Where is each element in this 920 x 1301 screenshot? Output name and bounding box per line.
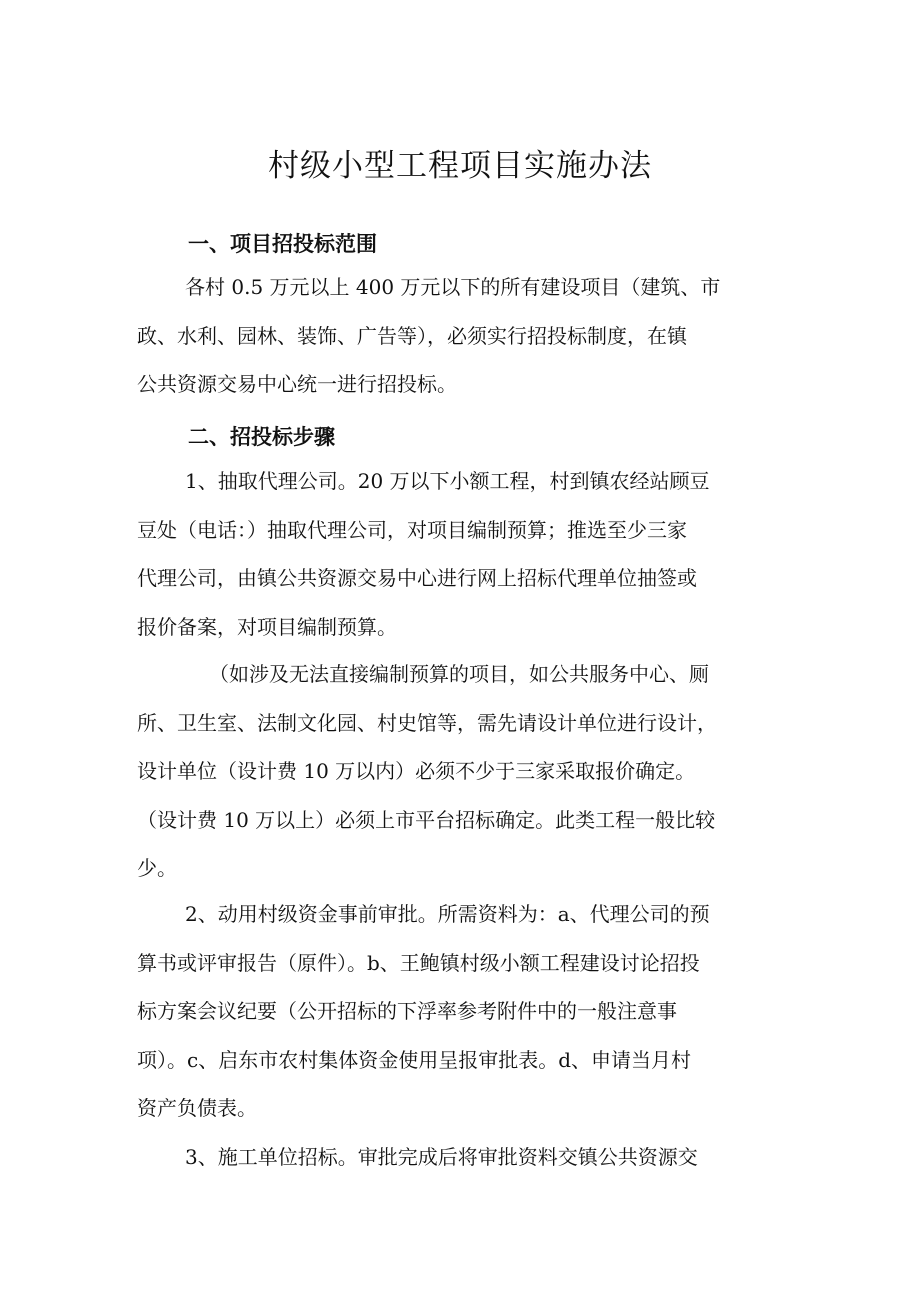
text-line: 2、动用村级资金事前审批。所需资料为：a、代理公司的预 — [185, 902, 710, 926]
text-line: 资产负债表。 — [137, 1096, 257, 1120]
text-line: 公共资源交易中心统一进行招投标。 — [137, 372, 457, 396]
paragraph-step-1 — [137, 457, 789, 651]
text-line: 项）。c、启东市农村集体资金使用呈报审批表。d、申请当月村 — [137, 1047, 692, 1072]
text-line: （如涉及无法直接编制预算的项目，如公共服务中心、厕 — [209, 662, 709, 686]
text-line: 政、水利、园林、装饰、广告等），必须实行招投标制度，在镇 — [137, 323, 687, 348]
text-line: 算书或评审报告（原件）。b、王鲍镇村级小额工程建设讨论招投 — [137, 950, 700, 975]
text-line: 1、抽取代理公司。20 万以下小额工程，村到镇农经站顾豆 — [185, 469, 710, 493]
text-line: （设计费 10 万以上）必须上市平台招标确定。此类工程一般比较 — [137, 807, 716, 832]
text-line: 豆处（电话：）抽取代理公司，对项目编制预算；推选至少三家 — [137, 517, 687, 542]
text-line: 少。 — [137, 856, 177, 880]
paragraph-scope — [137, 263, 789, 409]
paragraph-step-3 — [137, 1133, 789, 1182]
text-line: 标方案会议纪要（公开招标的下浮率参考附件中的一般注意事 — [137, 999, 677, 1023]
paragraph-step-2 — [137, 890, 789, 1133]
text-line: 3、施工单位招标。审批完成后将审批资料交镇公共资源交 — [185, 1145, 698, 1169]
paragraph-note — [137, 650, 789, 893]
document-title: 村级小型工程项目实施办法 — [268, 148, 652, 184]
section-heading-1: 一、项目招投标范围 — [188, 232, 377, 256]
text-line: 报价备案，对项目编制预算。 — [137, 614, 397, 639]
text-line: 各村 0.5 万元以上 400 万元以下的所有建设项目（建筑、市 — [185, 275, 721, 299]
text-line: 代理公司，由镇公共资源交易中心进行网上招标代理单位抽签或 — [137, 566, 697, 590]
text-line: 所、卫生室、法制文化园、村史馆等，需先请设计单位进行设计， — [137, 710, 717, 735]
text-line: 设计单位（设计费 10 万以内）必须不少于三家采取报价确定。 — [137, 759, 696, 783]
section-heading-2: 二、招投标步骤 — [188, 425, 335, 449]
